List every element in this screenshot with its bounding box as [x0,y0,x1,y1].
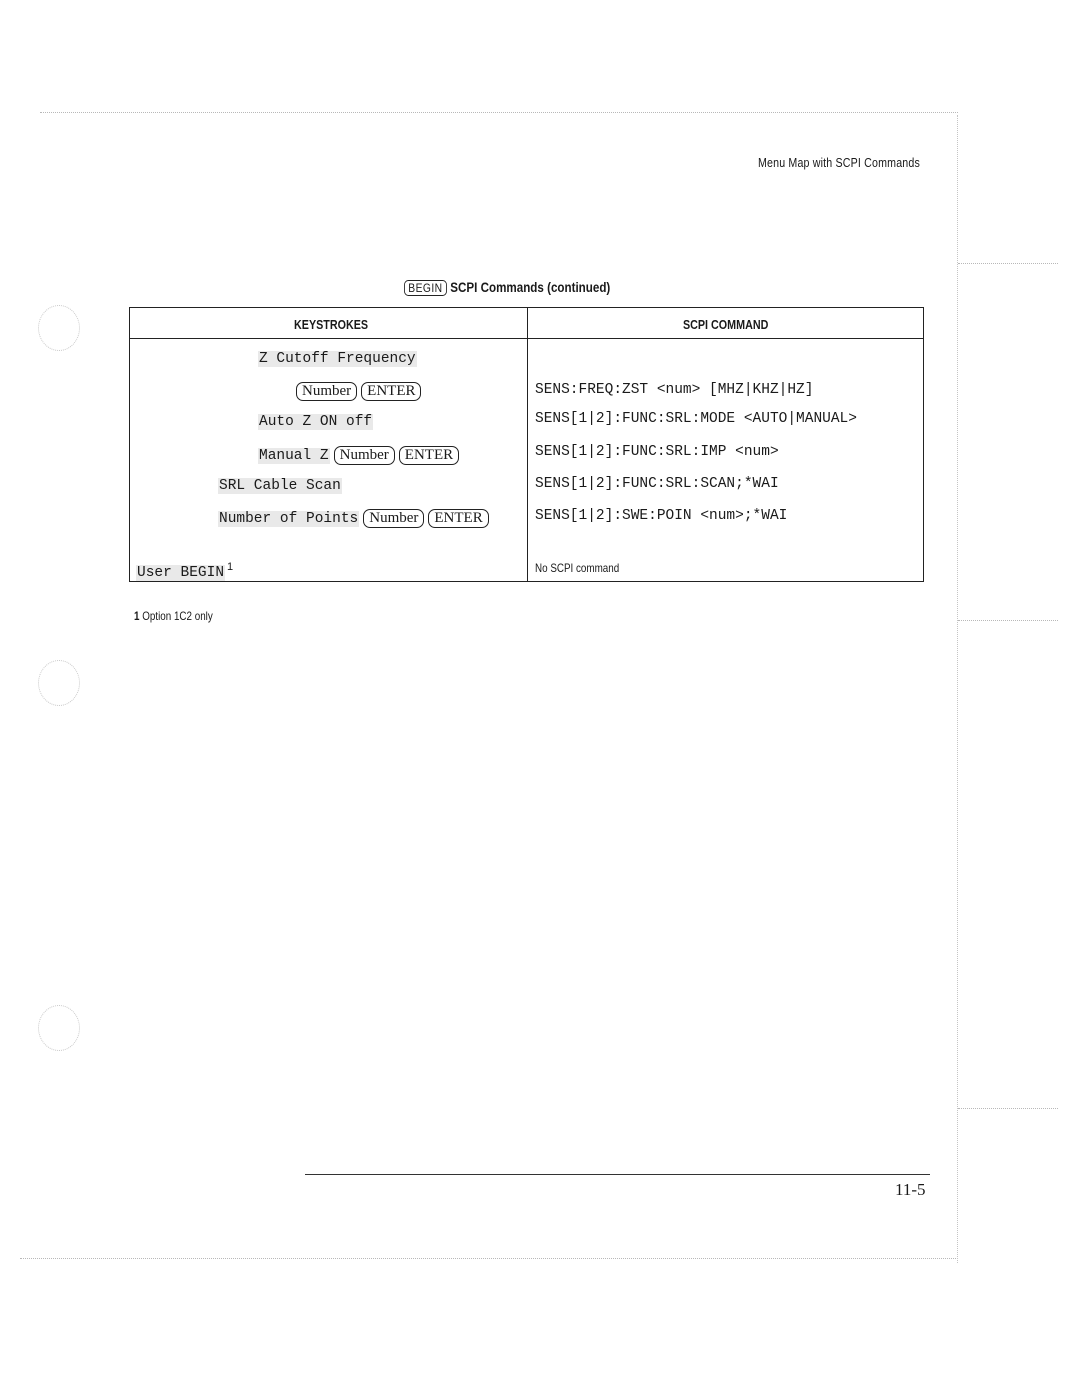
column-header-keystrokes: KEYSTROKES [294,318,369,332]
keystroke-row [258,446,459,465]
hardkey-enter[interactable]: ENTER [399,446,459,465]
table-title [404,280,610,296]
keystroke-row [218,478,342,494]
hardkey-number[interactable]: Number [334,446,395,465]
scan-mark-right-1 [958,263,1058,264]
footnote-marker: 1 [227,561,234,573]
hardkey-number[interactable]: Number [363,509,424,528]
scpi-command: SENS[1|2]:SWE:POIN <num>;*WAI [535,508,788,524]
softkey-manual-z[interactable]: Manual Z [259,448,329,464]
column-divider [527,307,528,582]
softkey-auto-z[interactable]: Auto Z ON off [259,414,373,430]
keystroke-row [292,382,421,401]
softkey-srl-cable-scan[interactable]: SRL Cable Scan [219,478,341,494]
keystroke-row [136,561,233,581]
scan-mark-right-3 [958,1108,1058,1109]
scan-edge-top [40,112,958,113]
scpi-command-none: No SCPI command [535,561,620,575]
running-title: Menu Map with SCPI Commands [757,155,920,170]
hardkey-enter[interactable]: ENTER [361,382,421,401]
softkey-user-begin[interactable]: User BEGIN [137,565,225,581]
scpi-command: SENS[1|2]:FUNC:SRL:MODE <AUTO|MANUAL> [535,411,857,427]
binder-hole-top [38,305,80,351]
softkey-z-cutoff-frequency[interactable]: Z Cutoff Frequency [259,351,416,367]
table-title-text: SCPI Commands (continued) [450,280,611,295]
softkey-number-of-points[interactable]: Number of Points [219,511,359,527]
keystroke-row [218,509,489,528]
footnote [134,609,213,623]
footnote-number: 1 [134,609,140,623]
binder-hole-bottom [38,1005,80,1051]
scan-mark-right-2 [958,620,1058,621]
column-header-scpi-command: SCPI COMMAND [682,318,769,332]
scpi-command: SENS[1|2]:FUNC:SRL:IMP <num> [535,444,779,460]
binder-hole-middle [38,660,80,706]
hardkey-enter[interactable]: ENTER [428,509,488,528]
footer-rule [305,1174,930,1175]
keystroke-row [258,351,417,367]
scpi-command: SENS:FREQ:ZST <num> [MHZ|KHZ|HZ] [535,382,814,398]
page-number: 11-5 [895,1180,926,1199]
scan-edge-right [957,115,958,1263]
header-rule [129,338,924,339]
keystroke-row [258,414,373,430]
scpi-command: SENS[1|2]:FUNC:SRL:SCAN;*WAI [535,476,779,492]
scan-edge-bottom [20,1258,958,1259]
footnote-text: Option 1C2 only [142,609,213,623]
hardkey-number[interactable]: Number [296,382,357,401]
begin-key-icon: BEGIN [404,280,447,296]
